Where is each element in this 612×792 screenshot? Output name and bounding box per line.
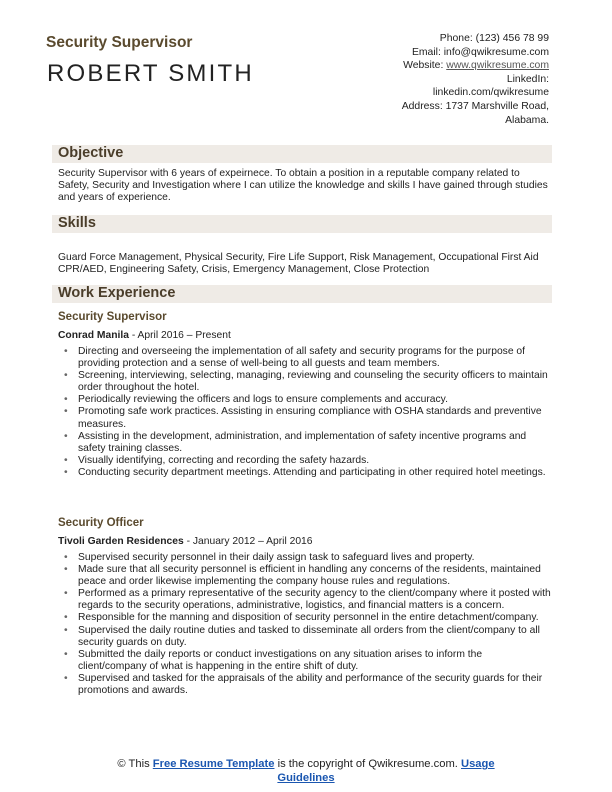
objective-text: Security Supervisor with 6 years of expeirnece. To obtain a position in a reputable company related to Safety, Security and Investigation where I can utilize the knowledge and skills I have gained through studies and years of experience. xyxy=(58,168,548,204)
experience-heading: Work Experience xyxy=(58,285,176,301)
address-line2: Alabama. xyxy=(505,114,549,126)
contact-phone xyxy=(402,32,549,46)
linkedin-value[interactable]: linkedin.com/qwikresume xyxy=(432,87,549,99)
job-dates: - January 2012 – April 2016 xyxy=(183,536,313,547)
address-line1: 1737 Marshville Road, xyxy=(445,100,549,112)
company-name: Conrad Manila xyxy=(58,330,129,341)
linkedin-label: LinkedIn: xyxy=(506,73,549,85)
job-company-line xyxy=(58,330,231,341)
phone-value: (123) 456 78 99 xyxy=(475,33,549,44)
list-item: • Directing and overseeing the implementation of all safety and security programs for the purpose of providing protection and a sense of well-being to all guests and team members. xyxy=(58,346,553,370)
objective-heading: Objective xyxy=(58,145,124,161)
address-label: Address: xyxy=(401,100,443,112)
list-item: • Screening, interviewing, selecting, managing, reviewing and counseling the security officers to maintain order throughout the hotel. xyxy=(58,370,553,394)
skills-section-bar xyxy=(52,215,552,233)
free-resume-template-link[interactable]: Free Resume Template xyxy=(152,758,275,770)
skills-heading: Skills xyxy=(58,215,96,231)
list-item: • Visually identifying, correcting and recording the safety hazards. xyxy=(58,455,553,467)
footer-middle: is the copyright of Qwikresume.com. xyxy=(274,758,461,770)
contact-address xyxy=(402,100,549,114)
phone-label: Phone: xyxy=(439,33,473,44)
contact-block xyxy=(402,32,549,127)
list-item: • Supervised the daily routine duties and tasked to disseminate all orders from the client/company to all security guards on duty. xyxy=(58,625,553,649)
email-label: Email: xyxy=(411,46,441,58)
list-item: • Promoting safe work practices. Assisting in ensuring compliance with OSHA standards and preventive measures. xyxy=(58,406,553,430)
list-item: • Periodically reviewing the officers and logs to ensure complements and accuracy. xyxy=(58,394,553,406)
list-item: • Submitted the daily reports or conduct investigations on any situation arises to inform the client/company of what is happening in the entire shift of duty. xyxy=(58,649,553,673)
usage-link-word2[interactable]: Guidelines xyxy=(277,771,335,784)
job-title: Security Officer xyxy=(58,517,144,529)
job-company-line xyxy=(58,536,313,547)
list-item: • Supervised security personnel in their daily assign task to safeguard lives and property. xyxy=(58,552,553,564)
list-item: • Responsible for the manning and disposition of security personnel in the entire detachment/company. xyxy=(58,612,553,624)
job-bullet-list xyxy=(58,346,553,479)
job-dates: - April 2016 – Present xyxy=(128,330,231,341)
copyright-footer xyxy=(0,758,612,785)
list-item: • Assisting in the development, administration, and implementation of safety incentive programs and safety training classes. xyxy=(58,431,553,455)
email-value[interactable]: info@qwikresume.com xyxy=(443,46,549,58)
company-name: Tivoli Garden Residences xyxy=(58,536,184,547)
list-item: • Supervised and tasked for the appraisals of the ability and performance of the security guards for their promotions and awards. xyxy=(58,673,553,697)
list-item: • Performed as a primary representative of the security agency to the client/company where it posted with regards to the security operations, administrative, logistics, and financial matters is a concern. xyxy=(58,588,553,612)
footer-prefix: © This xyxy=(117,758,153,770)
contact-email xyxy=(402,46,549,60)
website-link[interactable]: www.qwikresume.com xyxy=(446,60,549,72)
header-job-title: Security Supervisor xyxy=(46,34,193,51)
skills-text: Guard Force Management, Physical Security, Fire Life Support, Risk Management, Occupational First Aid CPR/AED, Engineering Safety, Crisis, Emergency Management, Close Protection xyxy=(58,252,539,276)
usage-link-word1[interactable]: Usage xyxy=(461,758,495,770)
objective-section-bar xyxy=(52,145,552,163)
experience-section-bar xyxy=(52,285,552,303)
website-label: Website: xyxy=(403,60,444,72)
list-item: • Conducting security department meetings. Attending and participating in other required hotel meetings. xyxy=(58,467,553,479)
contact-website xyxy=(402,59,549,73)
job-title: Security Supervisor xyxy=(58,311,167,323)
job-bullet-list xyxy=(58,552,553,697)
list-item: • Made sure that all security personnel is efficient in handling any concerns of the residents, maintained peace and order likewise implementing the company house rules and regulations. xyxy=(58,564,553,588)
candidate-name: ROBERT SMITH xyxy=(47,60,254,87)
